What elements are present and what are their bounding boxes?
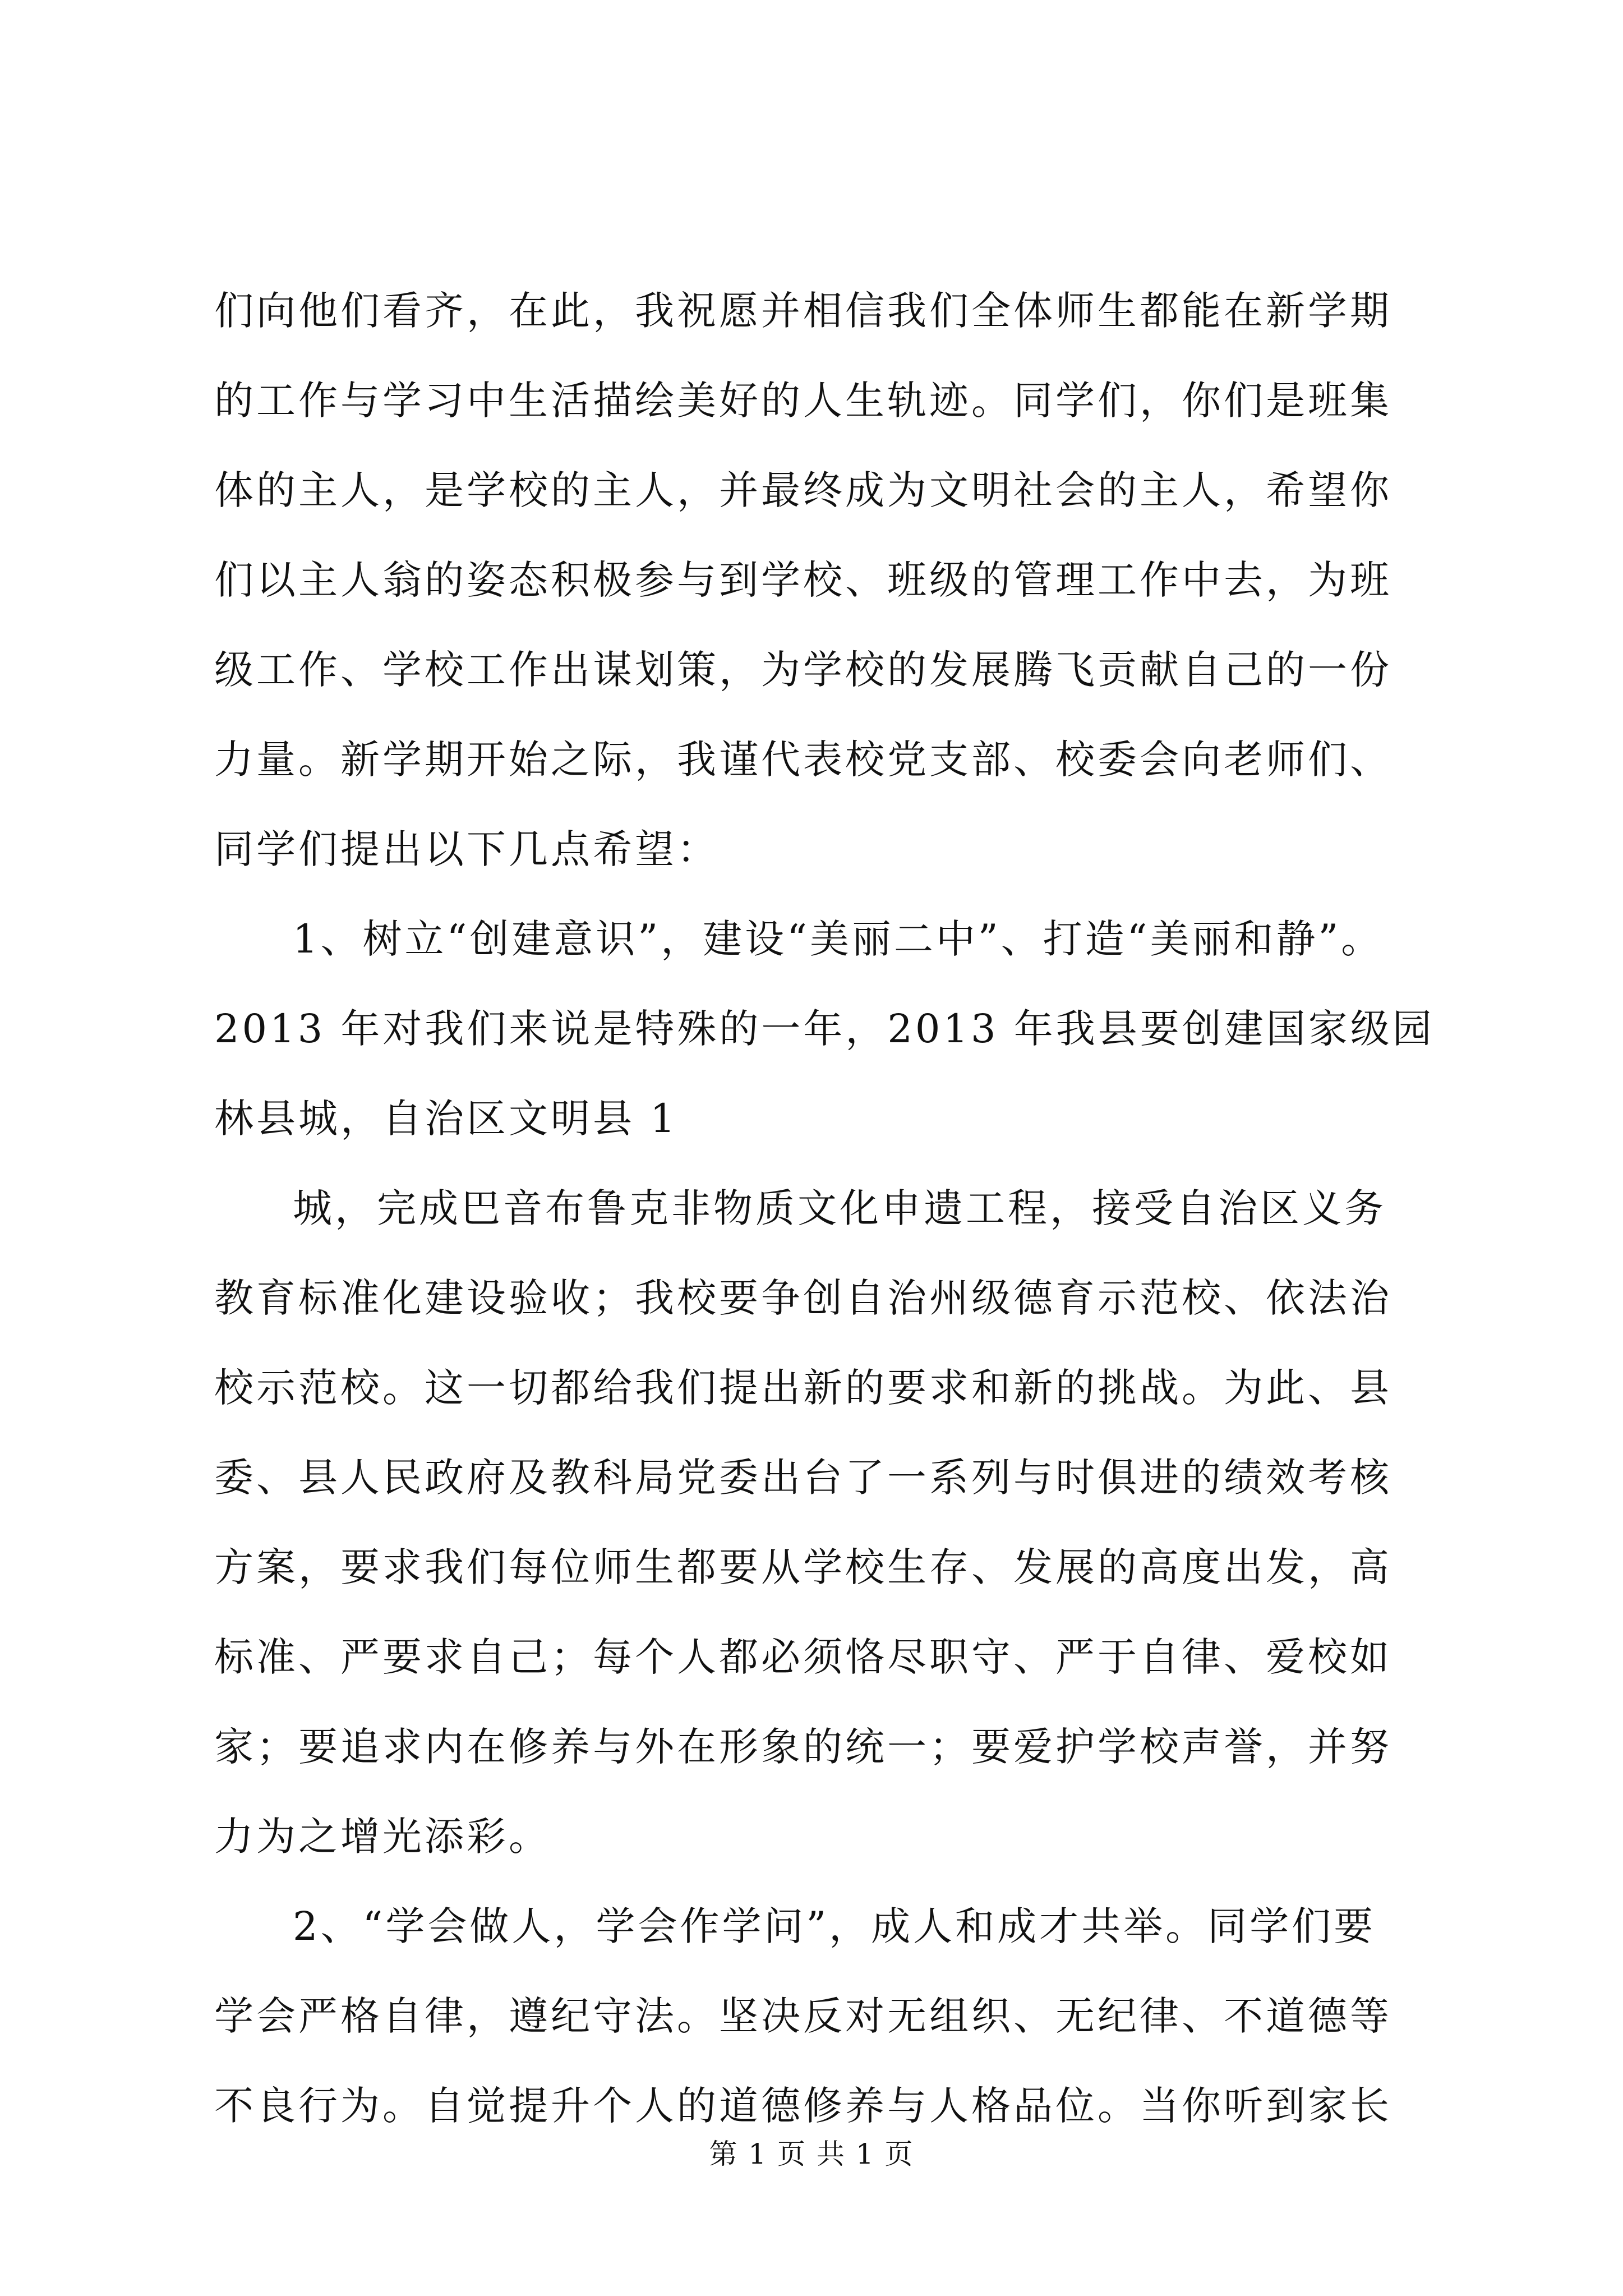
text-line: 2013 年对我们来说是特殊的一年，2013 年我县要创建国家级园: [214, 1006, 1435, 1052]
text-line: 学会严格自律，遵纪守法。坚决反对无组织、无纪律、不道德等: [214, 1993, 1392, 2039]
text-line: 校示范校。这一切都给我们提出新的要求和新的挑战。为此、县: [214, 1365, 1392, 1411]
text-line: 标准、严要求自己；每个人都必须恪尽职守、严于自律、爱校如: [214, 1634, 1392, 1680]
text-line: 不良行为。自觉提升个人的道德修养与人格品位。当你听到家长: [214, 2083, 1392, 2129]
text-line: 方案，要求我们每位师生都要从学校生存、发展的高度出发，高: [214, 1544, 1392, 1590]
text-line: 力量。新学期开始之际，我谨代表校党支部、校委会向老师们、: [214, 737, 1392, 783]
text-line: 们向他们看齐，在此，我祝愿并相信我们全体师生都能在新学期: [214, 288, 1392, 334]
text-line: 级工作、学校工作出谋划策，为学校的发展腾飞贡献自己的一份: [214, 647, 1392, 693]
text-line: 体的主人，是学校的主人，并最终成为文明社会的主人，希望你: [214, 467, 1392, 513]
text-line: 同学们提出以下几点希望：: [214, 826, 719, 872]
text-line: 教育标准化建设验收；我校要争创自治州级德育示范校、依法治: [214, 1275, 1392, 1321]
text-line: 林县城，自治区文明县 1: [214, 1096, 678, 1142]
document-body: [214, 266, 1470, 2151]
text-line: 委、县人民政府及教科局党委出台了一系列与时俱进的绩效考核: [214, 1455, 1392, 1501]
text-line: 1、树立“创建意识”，建设“美丽二中”、打造“美丽和静”。: [293, 916, 1384, 962]
text-line: 城，完成巴音布鲁克非物质文化申遗工程，接受自治区义务: [293, 1185, 1386, 1231]
text-line: 的工作与学习中生活描绘美好的人生轨迹。同学们，你们是班集: [214, 378, 1392, 424]
text-line: 家；要追求内在修养与外在形象的统一；要爱护学校声誉，并努: [214, 1724, 1392, 1770]
text-line: 力为之增光添彩。: [214, 1814, 551, 1860]
text-line: 2、“学会做人，学会作学问”，成人和成才共举。同学们要: [293, 1903, 1376, 1949]
text-line: 们以主人翁的姿态积极参与到学校、班级的管理工作中去，为班: [214, 557, 1392, 603]
page-footer: 第 1 页 共 1 页: [709, 2138, 914, 2170]
